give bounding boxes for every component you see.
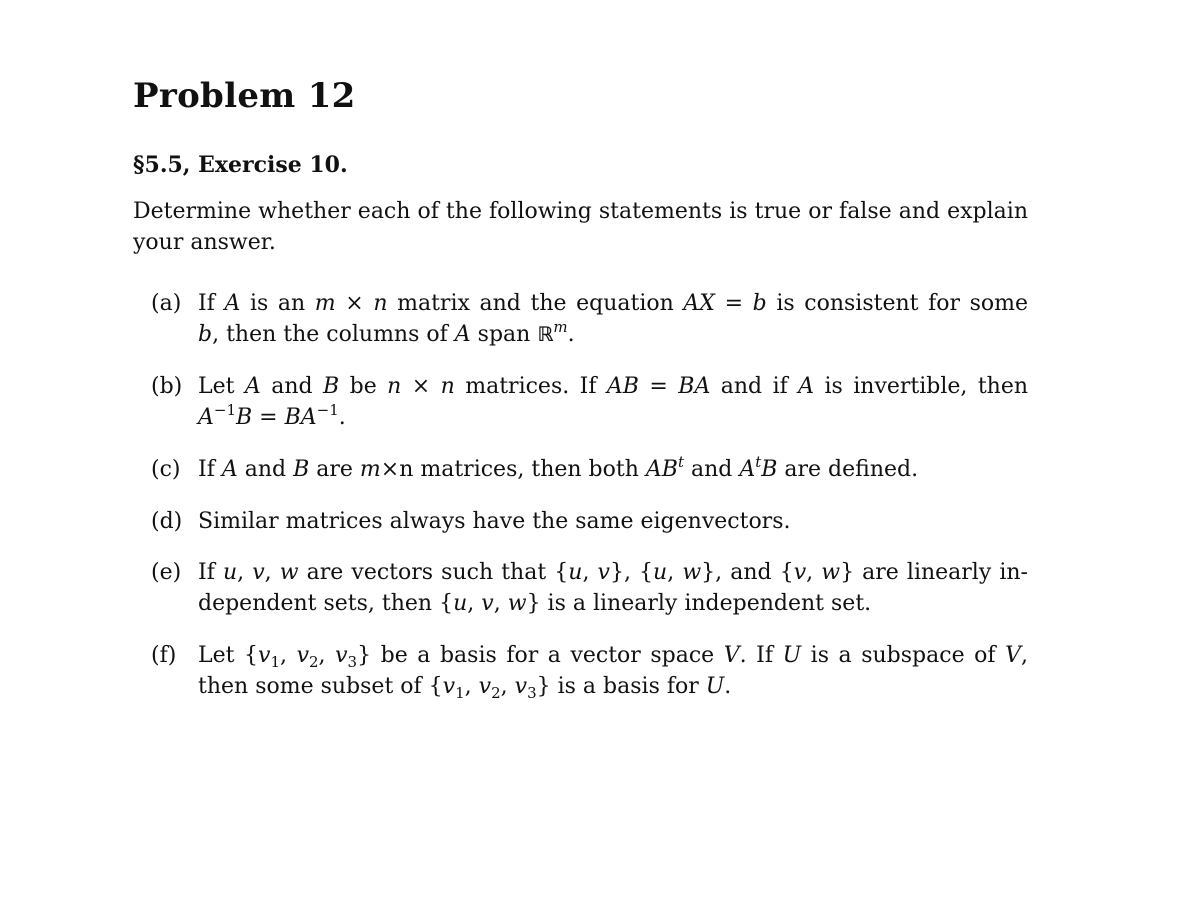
statement-line: b, then the columns of A span ℝ$^m$. xyxy=(198,318,575,347)
statement-label: (a) xyxy=(151,291,182,316)
intro-paragraph xyxy=(133,196,1028,258)
statement-b xyxy=(133,371,1028,433)
section-heading: §5.5, Exercise 10. xyxy=(133,152,348,178)
statement-label: (b) xyxy=(151,374,183,399)
statement-line: then some subset of {$v_1$, $v_2$, $v_3$} is a basis for U. xyxy=(198,674,732,702)
intro-line-2: your answer. xyxy=(133,230,276,255)
statement-label: (c) xyxy=(151,457,181,482)
statement-d xyxy=(133,506,1028,537)
statement-label: (d) xyxy=(151,509,183,534)
statement-line: Let {$v_1$, $v_2$, $v_3$} be a basis for a vector space V. If U is a subspace of V, xyxy=(198,643,1028,671)
statement-a xyxy=(133,288,1028,350)
statement-line: If A and B are m×n matrices, then both $AB^t$ and $A^tB$ are defined. xyxy=(198,453,919,482)
statement-label: (e) xyxy=(151,560,182,585)
document-page xyxy=(133,72,1029,702)
statement-e xyxy=(133,557,1028,619)
statement-line: Let A and B be n × n matrices. If AB = BA and if A is invertible, then xyxy=(198,374,1029,399)
intro-line-1: Determine whether each of the following statements is true or false and explain xyxy=(133,199,1028,224)
statement-line: dependent sets, then {u, v, w} is a linearly independent set. xyxy=(198,591,872,616)
statement-line: Similar matrices always have the same eigenvectors. xyxy=(198,509,791,534)
statement-line: $A^{-1}B = BA^{-1}$. xyxy=(198,401,346,430)
statement-line: If u, v, w are vectors such that {u, v}, {u, w}, and {v, w} are linearly in- xyxy=(198,560,1028,585)
statement-line: If A is an m × n matrix and the equation AX = b is consistent for some xyxy=(198,291,1029,316)
statement-c xyxy=(133,454,1028,485)
statement-f xyxy=(133,640,1028,702)
statement-label: (f) xyxy=(151,643,177,668)
page-title: Problem 12 xyxy=(133,76,356,116)
